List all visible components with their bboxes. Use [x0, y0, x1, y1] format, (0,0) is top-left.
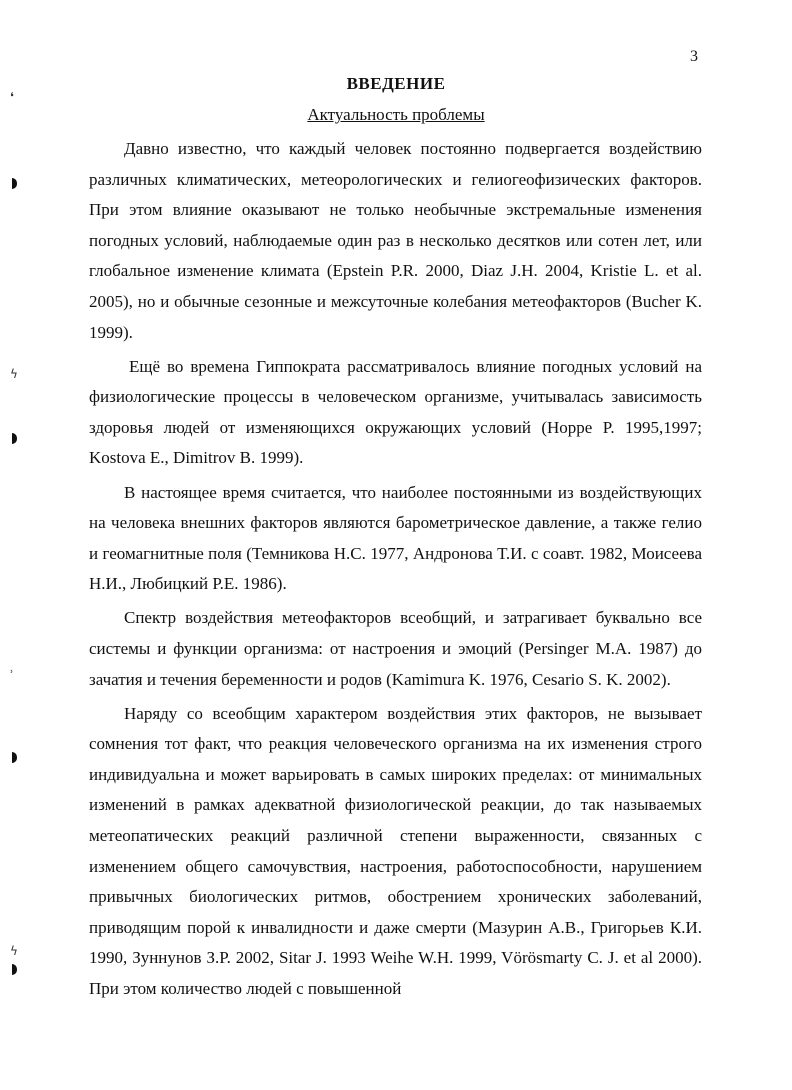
paragraph-1: Давно известно, что каждый человек постоянно подвергается воздействию различных климатических, метеорологических и гелиогеофизических факторов. При этом влияние оказывают не только необычные экстремальные изменения погодных условий, наблюдаемые один раз в несколько десятков или сотен лет, или глобальное изменение климата (Epstein P.R. 2000, Diaz J.H. 2004, Kristie L. et al. 2005), но и обычные сезонные и межсуточные колебания метеофакторов (Bucher K. 1999).: [89, 139, 702, 342]
body-text: [89, 134, 702, 1008]
scan-artifact-mark: [12, 433, 17, 444]
section-subtitle-text: Актуальность проблемы: [307, 105, 485, 124]
page-title: ВВЕДЕНИЕ: [346, 74, 446, 93]
paragraph-5: Наряду со всеобщим характером воздействия этих факторов, не вызывает сомнения тот факт, что реакция человеческого организма на их изменения строго индивидуальна и может варьировать в самых широких пределах: от минимальных изменений в рамках адекватной физиологической реакции, до так называемых метеопатических реакций различной степени выраженности, связанных с изменением общего самочувствия, настроения, работоспособности, нарушением привычных биологических ритмов, обострением хронических заболеваний, приводящим порой к инвалидности и даже смерти (Мазурин А.В., Григорьев К.И. 1990, Зуннунов З.Р. 2002, Sitar J. 1993 Weihe W.H. 1999, Vörösmarty C. J. et al 2000). При этом количество людей с повышенной: [89, 703, 702, 999]
scan-artifact-mark: [12, 964, 17, 975]
scan-artifact-glyph: ϟ: [10, 944, 18, 958]
scan-artifact-glyph: ϟ: [10, 367, 18, 381]
scan-artifact-mark: [12, 752, 17, 763]
paragraph-2: Ещё во времена Гиппократа рассматривалось влияние погодных условий на физиологические процессы в человеческом организме, учитывалась зависимость здоровья людей от изменяющихся окружающих условий (Hoppe P. 1995,1997; Kostova E., Dimitrov B. 1999).: [89, 356, 702, 468]
paragraph-4: Спектр воздействия метеофакторов всеобщий, и затрагивает буквально все системы и функции организма: от настроения и эмоций (Persinger M.A. 1987) до зачатия и течения беременности и родов (Kamimura K. 1976, Cesario S. K. 2002).: [89, 608, 702, 689]
scan-artifact-glyph: ❛: [10, 90, 14, 104]
section-subtitle: [0, 105, 792, 125]
scan-artifact-mark: [12, 178, 17, 189]
scan-artifact-glyph: ʾ: [10, 668, 14, 682]
page-number: 3: [690, 48, 698, 65]
paragraph-3: В настоящее время считается, что наиболее постоянными из воздействующих на человека внешних факторов являются барометрическое давление, а также гелио и геомагнитные поля (Темникова Н.С. 1977, Андронова Т.И. с соавт. 1982, Моисеева Н.И., Любицкий Р.Е. 1986).: [89, 482, 702, 594]
